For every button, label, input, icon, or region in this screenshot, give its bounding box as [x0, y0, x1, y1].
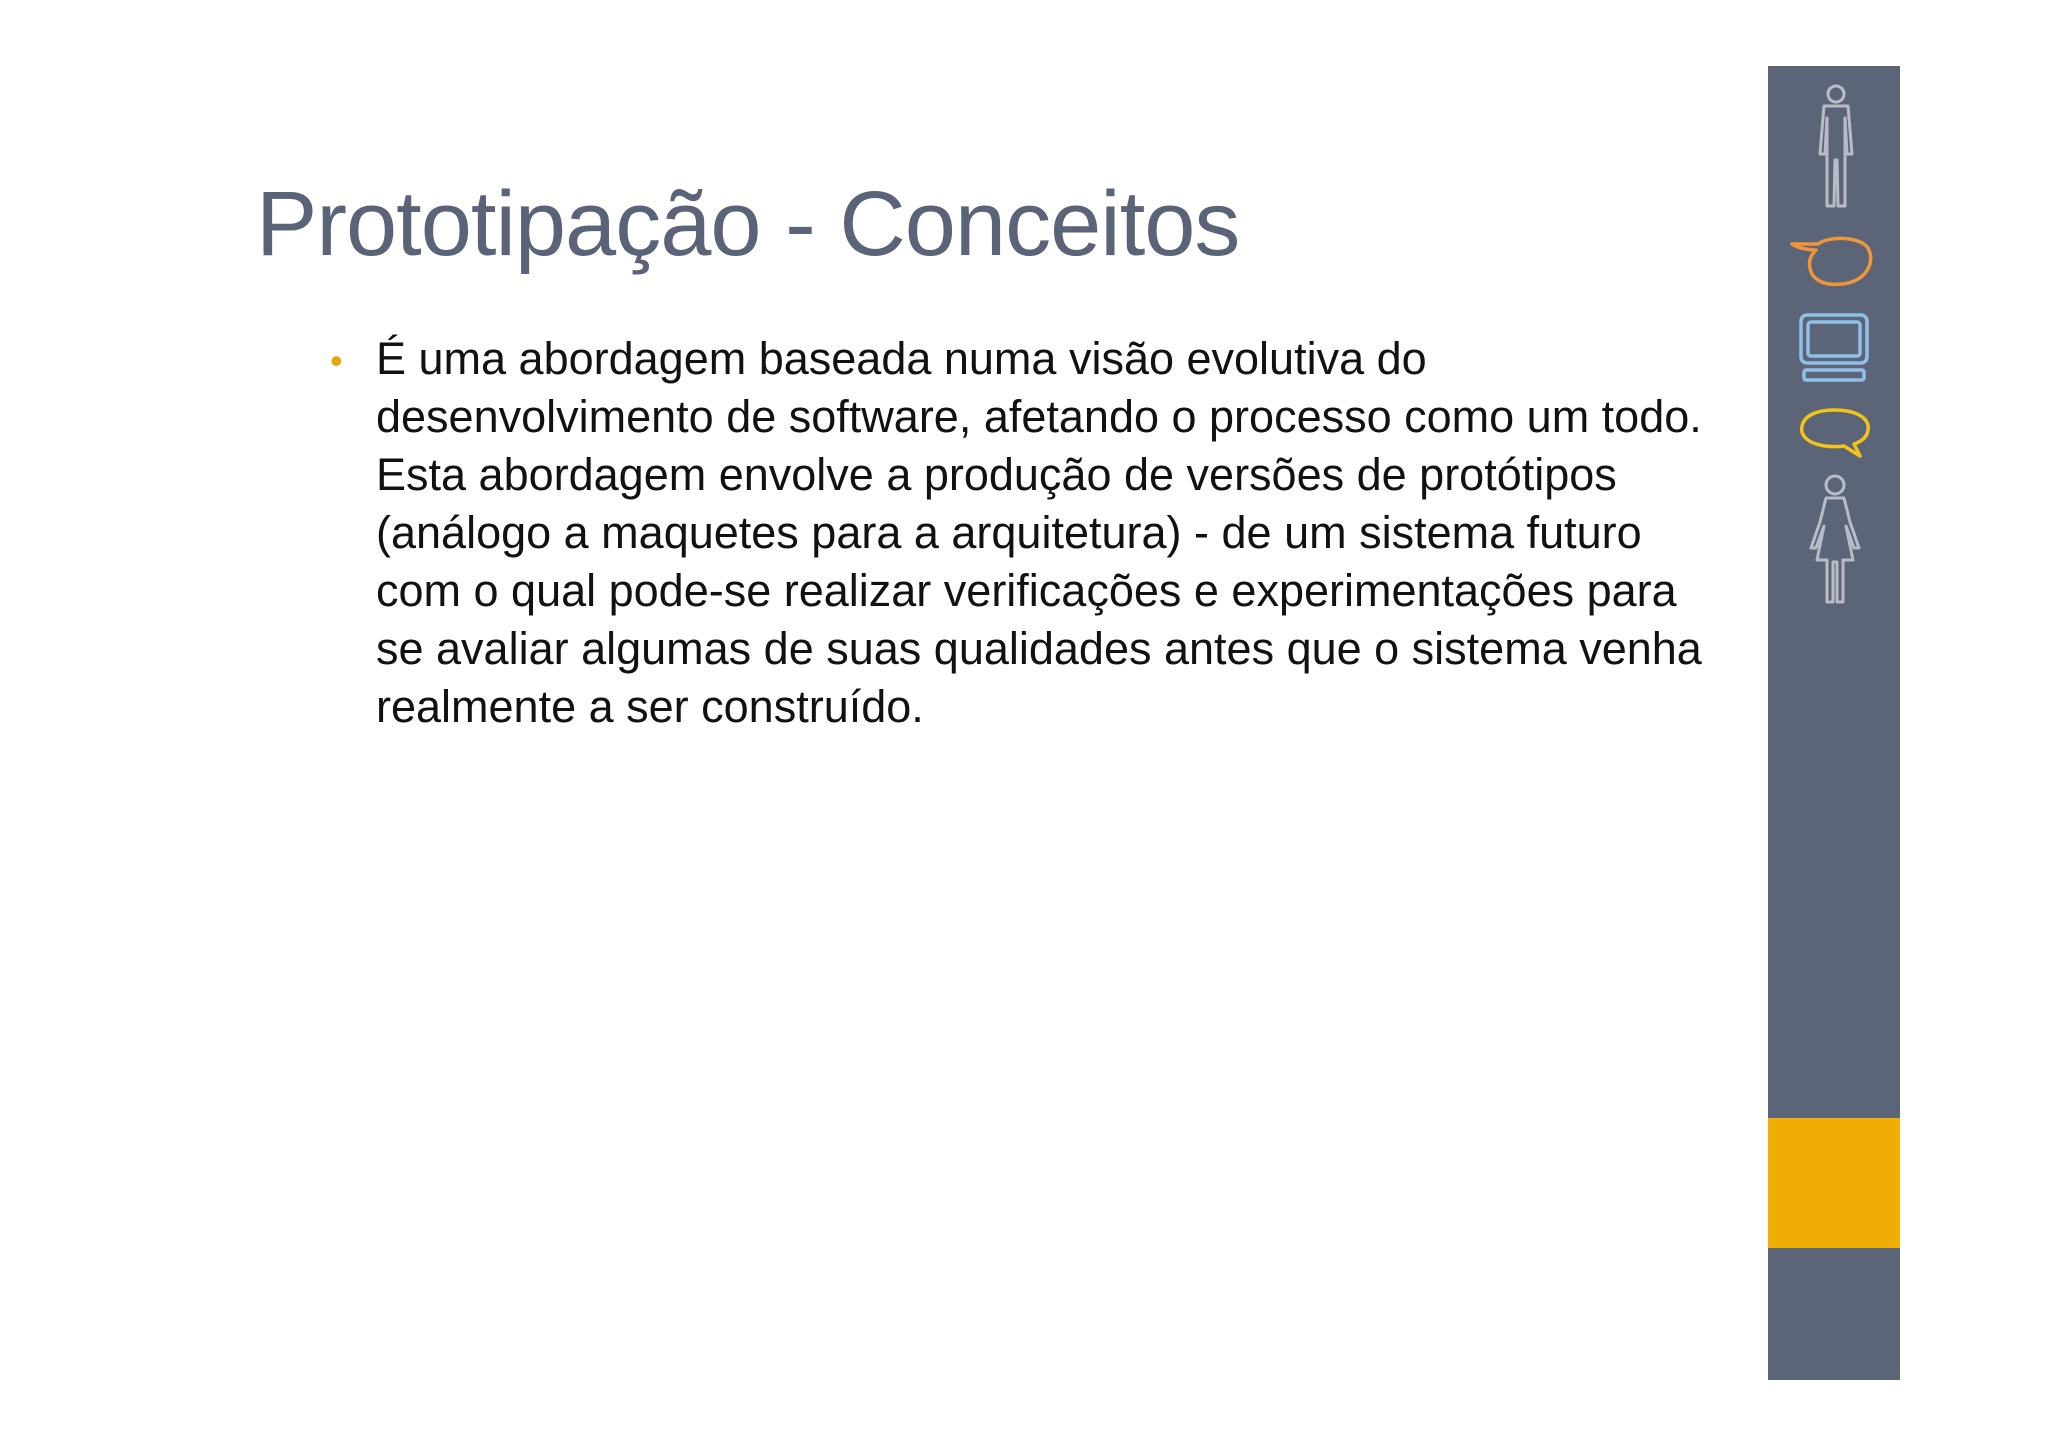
slide-body — [330, 330, 1710, 736]
bullet-item — [330, 330, 1710, 736]
speech-bubble-icon — [1788, 232, 1876, 290]
sidebar-accent-block — [1768, 1118, 1900, 1248]
decorative-sidebar — [1768, 66, 1900, 1380]
speech-bubble-icon — [1798, 406, 1872, 460]
bullet-text: É uma abordagem baseada numa visão evolutiva do desenvolvimento de software, afetando o processo como um todo. Esta abordagem envolve a produção de versões de protótipos (análogo a maquetes para a arquitetura) - de um sistema futuro com o qual pode-se realizar verificações e experimentações para se avaliar algumas de suas qualidades antes que o sistema venha realmente a ser construído. — [376, 333, 1702, 732]
computer-icon — [1798, 312, 1870, 384]
woman-icon — [1804, 474, 1866, 604]
bullet-dot-icon: • — [330, 340, 343, 381]
slide-title: Prototipação - Conceitos — [256, 173, 1240, 275]
man-icon — [1810, 84, 1862, 208]
